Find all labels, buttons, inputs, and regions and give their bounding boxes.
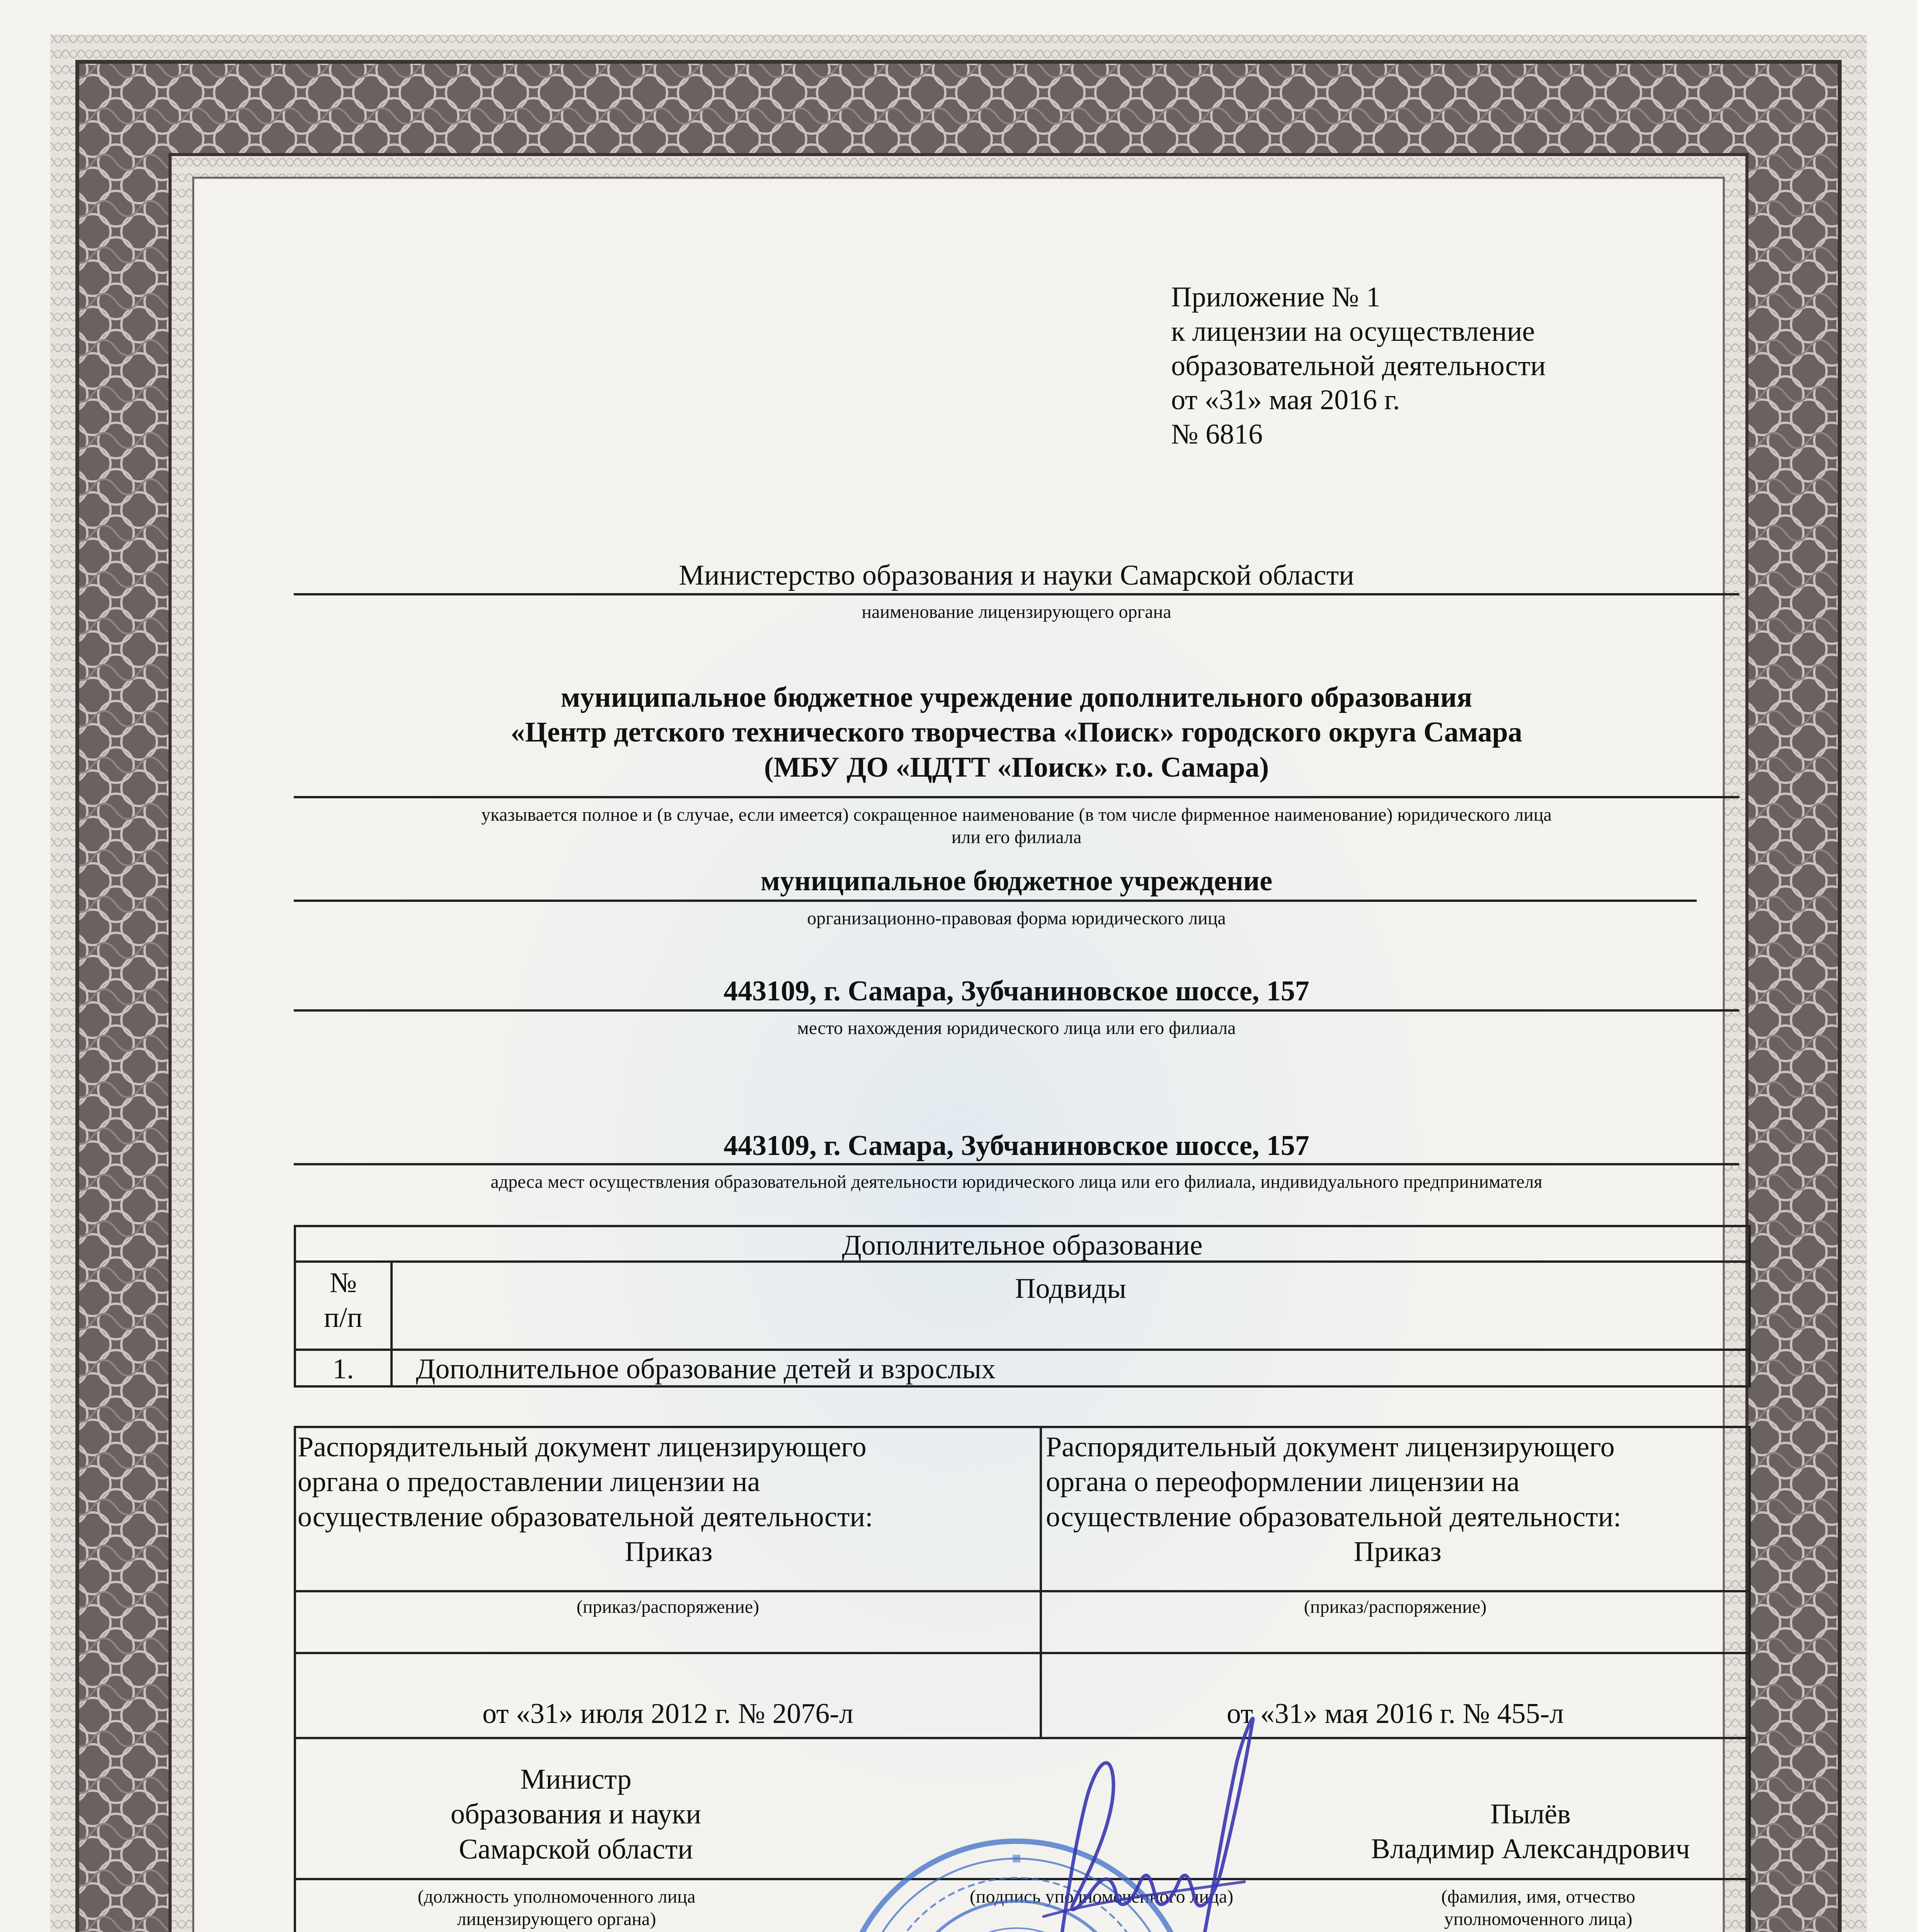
official-surname: Пылёв <box>1490 1798 1571 1830</box>
divider <box>294 1163 1739 1165</box>
reissue-order-line1: Распорядительный документ лицензирующего <box>1046 1431 1615 1463</box>
legal-form-caption: организационно-правовая форма юридического лица <box>807 908 1226 929</box>
authority-name: Министерство образования и науки Самарской области <box>679 560 1354 591</box>
grant-order-type: Приказ <box>625 1536 713 1568</box>
appendix-license-number: № 6816 <box>1171 418 1263 451</box>
table-row-number: 1. <box>332 1353 354 1385</box>
activity-address-caption: адреса мест осуществления образовательной деятельности юридического лица или его филиала, индивидуального предпринимателя <box>490 1172 1542 1192</box>
appendix-number: Приложение № 1 <box>1171 281 1381 313</box>
official-position-line1: Министр <box>520 1764 632 1795</box>
reissue-order-line3: осуществление образовательной деятельности: <box>1046 1501 1621 1533</box>
grant-order-line2: органа о предоставлении лицензии на <box>298 1466 760 1498</box>
grant-order-line1: Распорядительный документ лицензирующего <box>298 1431 867 1463</box>
divider <box>294 796 1739 798</box>
signature-icon <box>997 1700 1268 1932</box>
name-caption <box>1333 1886 1743 1930</box>
table-border <box>294 1590 1751 1592</box>
organization-name-line1: муниципальное бюджетное учреждение дополнительного образования <box>560 682 1473 713</box>
table-border <box>294 1349 1751 1351</box>
activity-address-value: 443109, г. Самара, Зубчаниновское шоссе, 157 <box>724 1130 1309 1162</box>
official-given-name: Владимир Александрович <box>1371 1833 1690 1865</box>
name-caption-line2: уполномоченного лица) <box>1444 1908 1633 1929</box>
organization-name <box>294 680 1739 785</box>
divider <box>294 593 1739 595</box>
reissue-order-caption: (приказ/распоряжение) <box>1304 1597 1487 1617</box>
reissue-order-date: от «31» мая 2016 г. № 455-л <box>1226 1698 1564 1730</box>
grant-order-caption: (приказ/распоряжение) <box>576 1597 759 1617</box>
organization-name-line2: «Центр детского технического творчества «Поиск» городского округа Самара <box>511 716 1522 748</box>
table-border <box>294 1225 1751 1227</box>
appendix-block <box>1171 280 1712 452</box>
grant-order-description <box>298 1430 1040 1569</box>
divider <box>294 900 1697 902</box>
reissue-order-line2: органа о переоформлении лицензии на <box>1046 1466 1520 1498</box>
table-header-number-label: п/п <box>324 1302 363 1334</box>
appendix-date: от «31» мая 2016 г. <box>1171 384 1400 416</box>
reissue-order-type: Приказ <box>1353 1536 1442 1568</box>
table-border <box>294 1426 1751 1428</box>
organization-caption-line2: или его филиала <box>951 827 1082 847</box>
name-caption-line1: (фамилия, имя, отчество <box>1441 1886 1635 1907</box>
appendix-license-text: к лицензии на осуществление <box>1171 315 1535 347</box>
table-row-text: Дополнительное образование детей и взрослых <box>416 1353 996 1385</box>
official-position-line2: образования и науки <box>450 1798 701 1830</box>
official-position-line3: Самарской области <box>459 1833 693 1865</box>
position-caption <box>305 1886 808 1930</box>
location-caption: место нахождения юридического лица или его филиала <box>797 1018 1236 1038</box>
table-header-number-sign: № <box>329 1267 357 1299</box>
location-value: 443109, г. Самара, Зубчаниновское шоссе, 157 <box>724 975 1309 1007</box>
authority-caption: наименование лицензирующего органа <box>861 602 1171 622</box>
grant-order-date: от «31» июля 2012 г. № 2076-л <box>482 1698 854 1730</box>
table-title: Дополнительное образование <box>842 1230 1203 1261</box>
table-header-number <box>296 1265 390 1335</box>
position-caption-line1: (должность уполномоченного лица <box>417 1886 696 1907</box>
table-border <box>294 1426 296 1932</box>
divider <box>294 1009 1739 1012</box>
grant-order-line3: осуществление образовательной деятельности: <box>298 1501 873 1533</box>
organization-name-short: (МБУ ДО «ЦДТТ «Поиск» г.о. Самара) <box>764 751 1269 783</box>
organization-caption <box>271 804 1762 848</box>
signature-caption: (подпись уполномоченного лица) <box>969 1886 1234 1907</box>
table-header-subtypes: Подвиды <box>1015 1273 1126 1304</box>
organization-caption-line1: указывается полное и (в случае, если имеется) сокращенное наименование (в том числе фирменное наименование) юридического лица <box>481 804 1552 825</box>
official-name <box>1314 1797 1747 1867</box>
appendix-activity-text: образовательной деятельности <box>1171 350 1546 382</box>
legal-form-value: муниципальное бюджетное учреждение <box>760 865 1273 897</box>
table-border <box>294 1652 1751 1654</box>
reissue-order-description <box>1046 1430 1749 1569</box>
table-border <box>1040 1426 1042 1739</box>
position-caption-line2: лицензирующего органа) <box>457 1908 656 1929</box>
official-position <box>305 1762 846 1867</box>
